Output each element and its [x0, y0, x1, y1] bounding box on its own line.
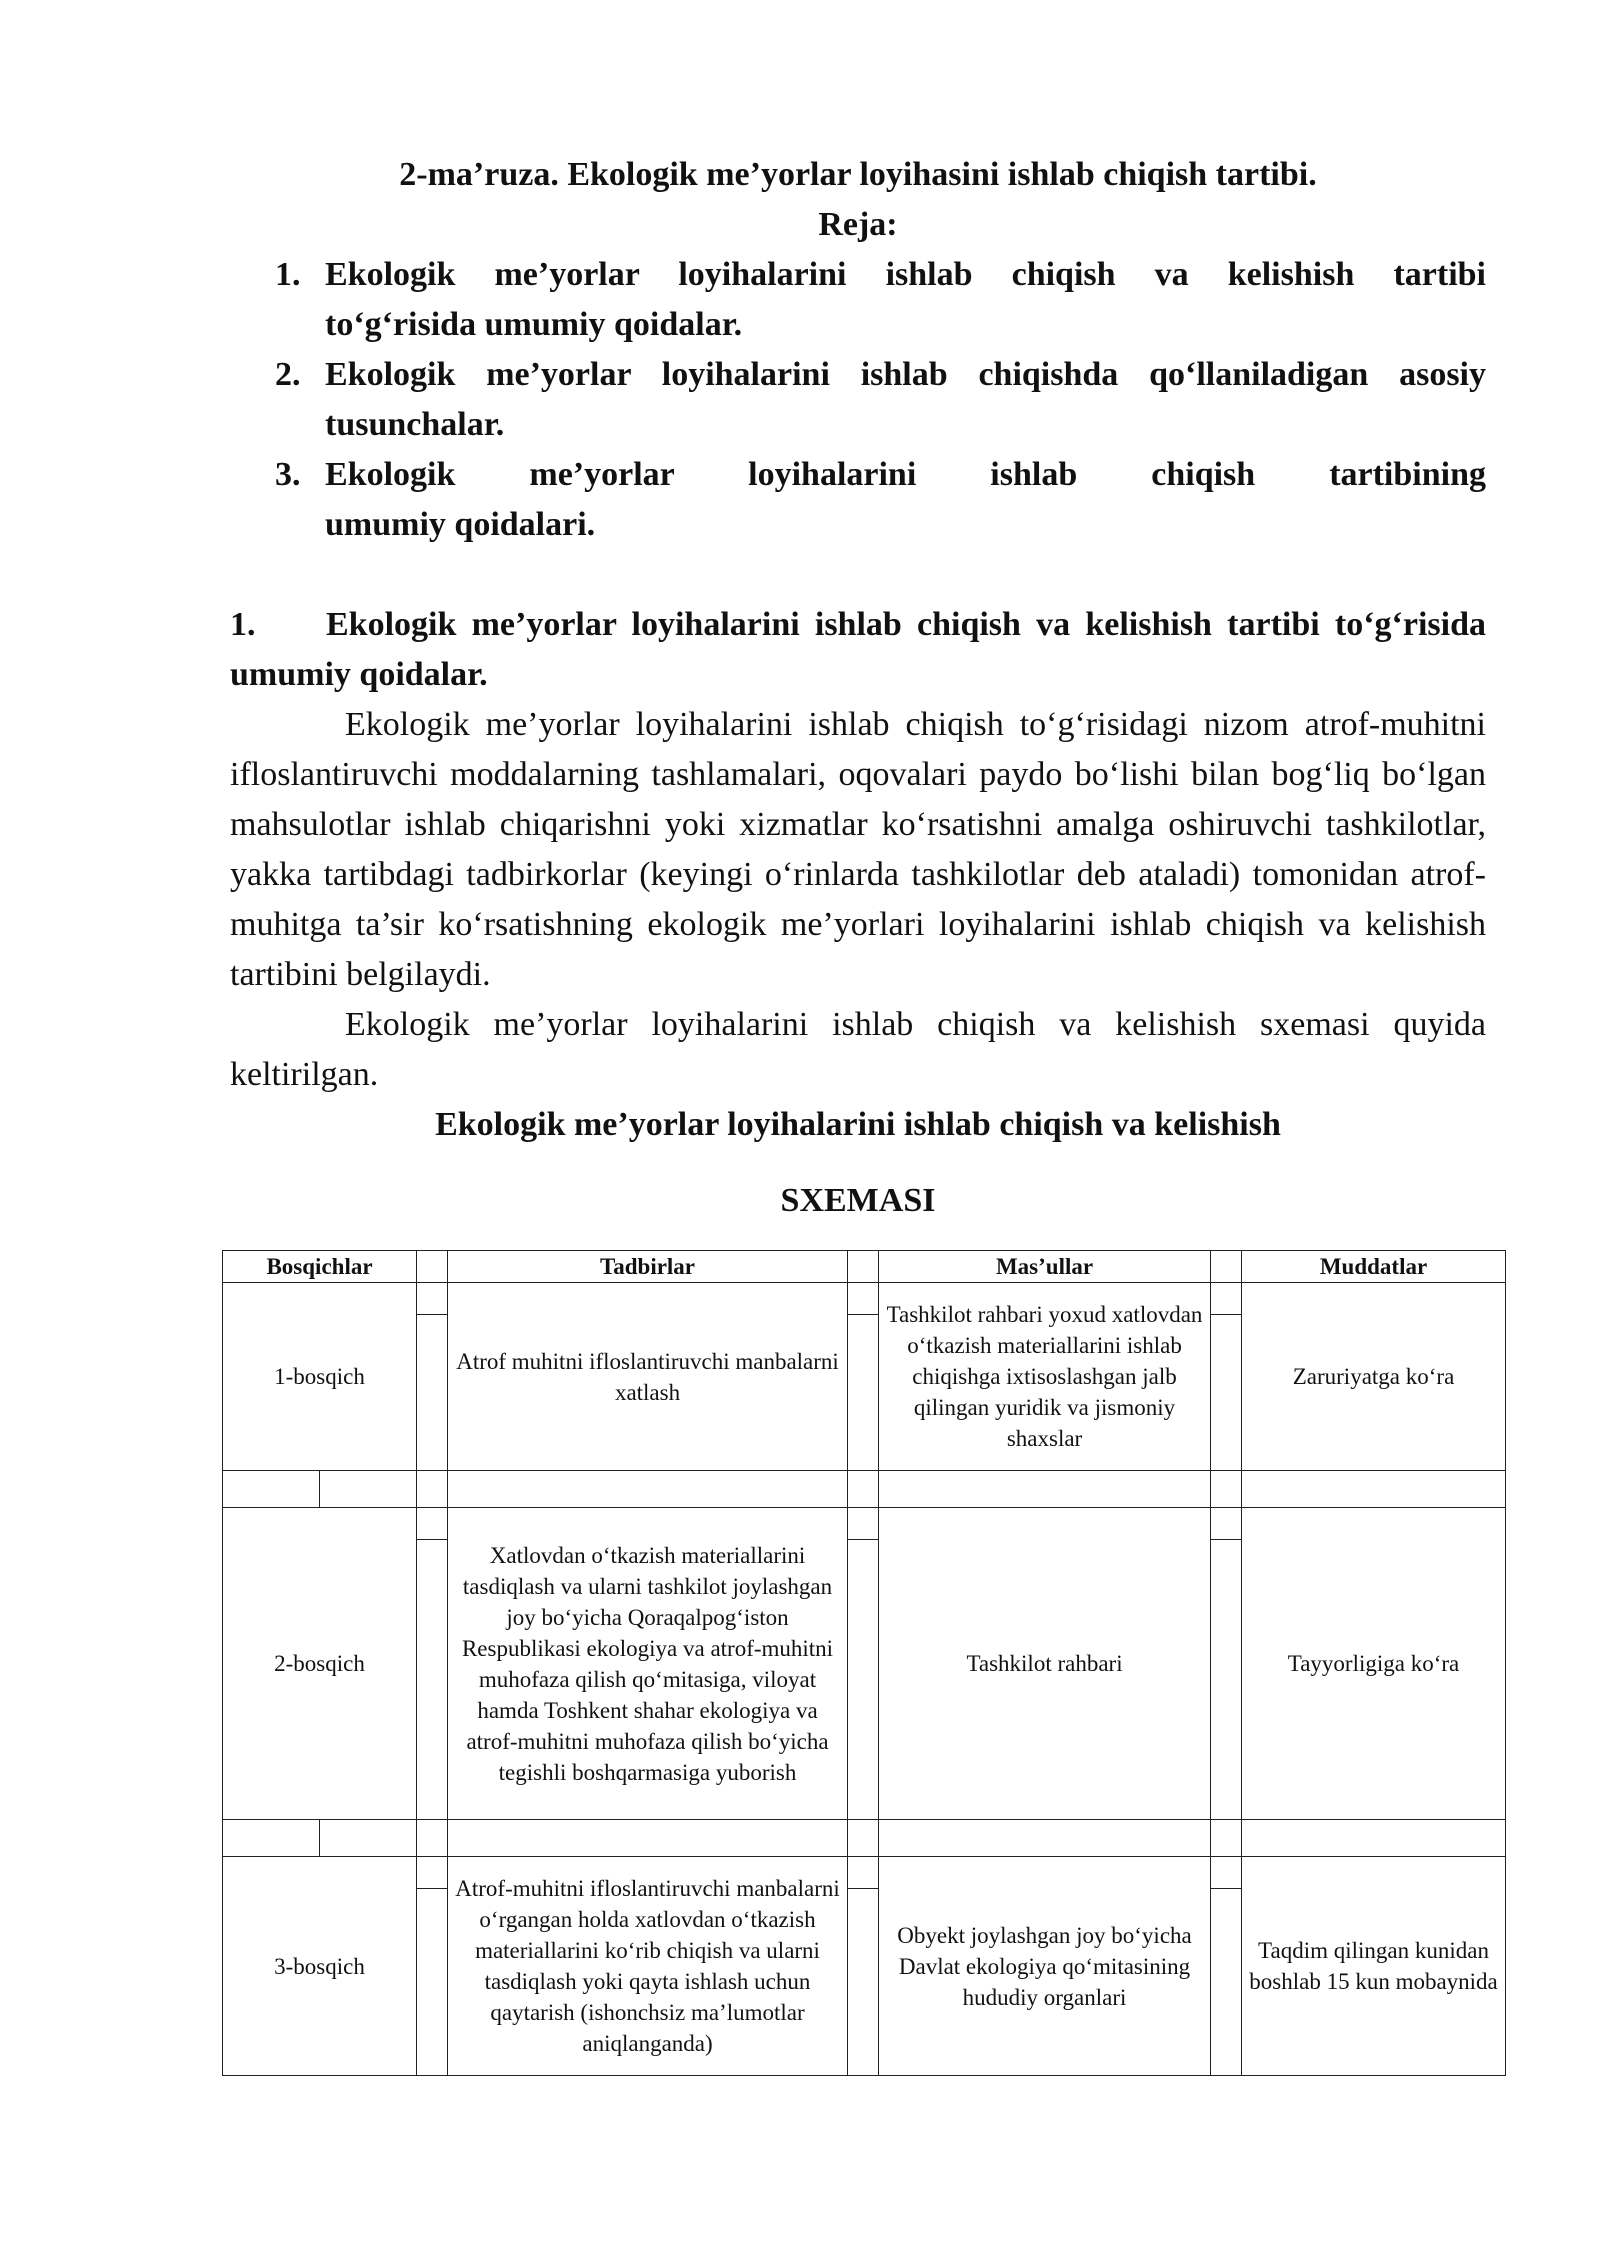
- table-row: [223, 1508, 1506, 1540]
- plan-label: Reja:: [818, 206, 898, 243]
- plan-item-text: [325, 250, 1486, 350]
- gap-cell: [223, 1471, 320, 1508]
- gap-cell: [1211, 1471, 1242, 1508]
- plan-item-text: [325, 350, 1486, 450]
- stage-cell: 1-bosqich: [223, 1283, 417, 1471]
- gap-cell: [879, 1471, 1211, 1508]
- lecture-title: 2-ma’ruza. Ekologik me’yorlar loyihasini ishlab chiqish tartibi.: [399, 156, 1317, 193]
- connector-cell: [1211, 1508, 1242, 1540]
- table-row: [223, 1283, 1506, 1315]
- table-header-row: [223, 1251, 1506, 1283]
- action-cell: Xatlovdan o‘tkazish materiallarini tasdiqlash va ularni tashkilot joylashgan joy bo‘yicha Qoraqalpog‘iston Respublikasi ekologiya va atrof-muhitni muhofaza qilish qo‘mitasiga, viloyat hamda Toshkent shahar ekologiya va atrof-muhitni muhofaza qilish bo‘yicha tegishli boshqarmasiga yuborish: [448, 1508, 848, 1820]
- deadline-cell: Tayyorligiga ko‘ra: [1242, 1508, 1506, 1820]
- plan-item: [230, 450, 1486, 550]
- gap-cell: [448, 1471, 848, 1508]
- header-spacer: [417, 1251, 448, 1283]
- plan-item-line1: Ekologik me’yorlar loyihalarini ishlab chiqishda qo‘llaniladigan asosiy: [325, 356, 1486, 393]
- connector-cell: [417, 1508, 448, 1540]
- header-responsible: Mas’ullar: [879, 1251, 1211, 1283]
- section-heading-text: Ekologik me’yorlar loyihalarini ishlab chiqish va kelishish tartibi to‘g‘risida umumiy qoidalar.: [230, 606, 1486, 693]
- document-page: [230, 150, 1486, 1226]
- header-spacer: [848, 1251, 879, 1283]
- gap-cell: [223, 1820, 320, 1857]
- action-cell: Atrof muhitni ifloslantiruvchi manbalarni xatlash: [448, 1283, 848, 1471]
- connector-cell: [417, 1857, 448, 1889]
- stage-cell: 3-bosqich: [223, 1857, 417, 2076]
- plan-item-number: 2.: [275, 356, 301, 393]
- plan-item: [230, 350, 1486, 450]
- deadline-cell: Zaruriyatga ko‘ra: [1242, 1283, 1506, 1471]
- connector-cell: [1211, 1889, 1242, 2076]
- deadline-cell: Taqdim qilingan kunidan boshlab 15 kun mobaynida: [1242, 1857, 1506, 2076]
- gap-cell: [1242, 1820, 1506, 1857]
- connector-cell: [417, 1540, 448, 1820]
- gap-cell: [320, 1820, 417, 1857]
- connector-cell: [1211, 1857, 1242, 1889]
- stage-cell: 2-bosqich: [223, 1508, 417, 1820]
- scheme-subtitle: SXEMASI: [780, 1182, 936, 1219]
- paragraph: Ekologik me’yorlar loyihalarini ishlab chiqish va kelishish sxemasi quyida keltirilgan.: [230, 1006, 1486, 1093]
- gap-cell: [417, 1471, 448, 1508]
- plan-item-text: [325, 450, 1486, 550]
- connector-cell: [417, 1283, 448, 1315]
- scheme-title: Ekologik me’yorlar loyihalarini ishlab chiqish va kelishish: [435, 1106, 1281, 1143]
- header-spacer: [1211, 1251, 1242, 1283]
- connector-cell: [417, 1889, 448, 2076]
- paragraph: Ekologik me’yorlar loyihalarini ishlab chiqish to‘g‘risidagi nizom atrof-muhitni ifloslantiruvchi moddalarning tashlamalari, oqovalari paydo bo‘lishi bilan bog‘liq bo‘lgan mahsulotlar ishlab chiqarishni yoki xizmatlar ko‘rsatishni amalga oshiruvchi tashkilotlar, yakka tartibdagi tadbirkorlar (keyingi o‘rinlarda tashkilotlar deb ataladi) tomonidan atrof-muhitga ta’sir ko‘rsatishning ekologik me’yorlari loyihalarini ishlab chiqish va kelishish tartibini belgilaydi.: [230, 706, 1486, 993]
- gap-cell: [1211, 1820, 1242, 1857]
- gap-cell: [417, 1820, 448, 1857]
- connector-cell: [848, 1508, 879, 1540]
- responsible-cell: Tashkilot rahbari yoxud xatlovdan o‘tkazish materiallarini ishlab chiqishga ixtisoslashgan jalb qilingan yuridik va jismoniy shaxslar: [879, 1283, 1211, 1471]
- plan-item-line2: tusunchalar.: [325, 406, 505, 443]
- scheme-table: [222, 1250, 1506, 2076]
- connector-cell: [848, 1315, 879, 1471]
- header-action: Tadbirlar: [448, 1251, 848, 1283]
- action-cell: Atrof-muhitni ifloslantiruvchi manbalarni o‘rgangan holda xatlovdan o‘tkazish materiallarini ko‘rib chiqish va ularni tasdiqlash yoki qayta ishlash uchun qaytarish (ishonchsiz ma’lumotlar aniqlanganda): [448, 1857, 848, 2076]
- table-row: [223, 1857, 1506, 1889]
- plan-item: [230, 250, 1486, 350]
- plan-item-line2: to‘g‘risida umumiy qoidalar.: [325, 306, 743, 343]
- connector-cell: [848, 1540, 879, 1820]
- plan-item-line1: Ekologik me’yorlar loyihalarini ishlab chiqish tartibining: [325, 456, 1486, 493]
- gap-row: [223, 1471, 1506, 1508]
- gap-cell: [848, 1471, 879, 1508]
- connector-cell: [417, 1315, 448, 1471]
- gap-cell: [848, 1820, 879, 1857]
- plan-item-line2: umumiy qoidalari.: [325, 506, 596, 543]
- header-stage: Bosqichlar: [223, 1251, 417, 1283]
- connector-cell: [848, 1889, 879, 2076]
- gap-cell: [1242, 1471, 1506, 1508]
- section-heading: [230, 600, 1486, 700]
- gap-cell: [879, 1820, 1211, 1857]
- plan-item-number: 3.: [275, 456, 301, 493]
- connector-cell: [1211, 1283, 1242, 1315]
- gap-row: [223, 1820, 1506, 1857]
- section-number: 1.: [230, 606, 256, 643]
- gap-cell: [320, 1471, 417, 1508]
- plan-item-line1: Ekologik me’yorlar loyihalarini ishlab chiqish va kelishish tartibi: [325, 256, 1486, 293]
- header-deadline: Muddatlar: [1242, 1251, 1506, 1283]
- plan-item-number: 1.: [275, 256, 301, 293]
- plan-list: [230, 250, 1486, 550]
- connector-cell: [848, 1283, 879, 1315]
- responsible-cell: Obyekt joylashgan joy bo‘yicha Davlat ekologiya qo‘mitasining hududiy organlari: [879, 1857, 1211, 2076]
- connector-cell: [1211, 1540, 1242, 1820]
- connector-cell: [848, 1857, 879, 1889]
- connector-cell: [1211, 1315, 1242, 1471]
- gap-cell: [448, 1820, 848, 1857]
- responsible-cell: Tashkilot rahbari: [879, 1508, 1211, 1820]
